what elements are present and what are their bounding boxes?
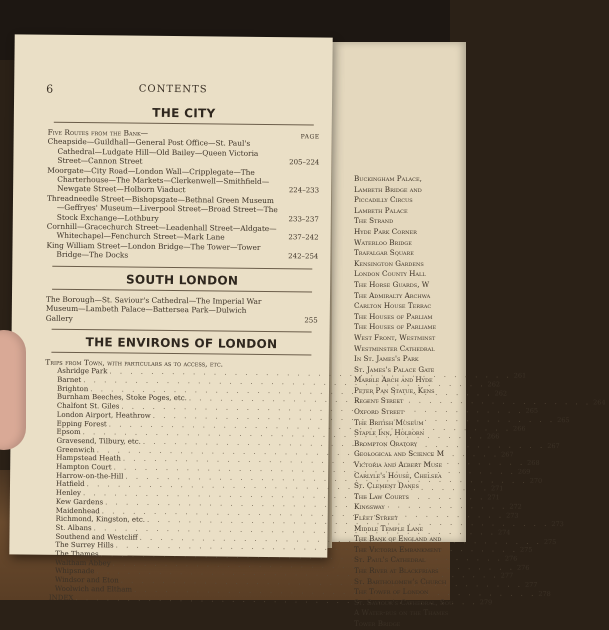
- page-ref: 277: [525, 580, 538, 590]
- illustration-entry: Marble Arch and Hyde: [354, 375, 433, 385]
- illustration-entry: Kensington Gardens: [354, 258, 424, 268]
- illustration-entry: St. Saviour's Cathedral, Sou: [354, 597, 454, 607]
- page-ref: 276: [504, 554, 518, 563]
- page-ref: 271: [487, 493, 500, 502]
- page-ref: 278: [538, 589, 551, 598]
- illustration-entry: Victoria and Albert Muse: [354, 460, 443, 470]
- south-london-text: The Borough—St. Saviour's Cathedral—The Imperial War Museum—Lambeth Palace—Battersea Park—Dulwich Gallery: [45, 294, 262, 323]
- illustration-entry: Trafalgar Square: [354, 248, 414, 258]
- page-ref: 264: [593, 398, 606, 407]
- page-ref: 276: [516, 563, 530, 572]
- illustration-entry: The Admiralty Archwa: [354, 290, 431, 300]
- route-entry: [46, 241, 318, 263]
- trip-label: Gravesend, Tilbury, etc.: [56, 436, 141, 446]
- illustration-entry: Oxford Street: [354, 407, 404, 417]
- illustration-entry: Brompton Oratory: [354, 438, 418, 448]
- route-entry: [47, 137, 319, 168]
- section-heading-city: THE CITY: [152, 105, 216, 121]
- trip-label: Greenwich: [56, 445, 95, 454]
- page-ref: 274: [497, 528, 511, 537]
- trip-label: Brighton: [56, 384, 89, 393]
- trip-label: Barnet: [57, 375, 82, 385]
- divider: [52, 288, 312, 292]
- page-ref: 275: [519, 546, 533, 555]
- trip-label: Richmond, Kingston, etc.: [55, 515, 146, 525]
- page-ref: 224–233: [288, 186, 320, 195]
- running-title: CONTENTS: [138, 83, 208, 96]
- illustration-entry: Waterloo Bridge: [354, 237, 412, 247]
- trip-label: Windsor and Eton: [54, 575, 119, 585]
- illustration-entry: Lambeth Bridge and: [354, 184, 422, 194]
- illustration-entry: Lambeth Palace: [354, 205, 408, 215]
- illustration-entry: London County Hall: [354, 269, 426, 279]
- illustration-entry: The Houses of Parliam: [354, 311, 433, 321]
- illustration-entry: Piccadilly Circus: [354, 195, 413, 205]
- index-page: 279: [479, 597, 493, 606]
- illustration-entry: West Front, Westminst: [354, 332, 436, 342]
- illustration-entry: Middle Temple Lane: [354, 523, 424, 533]
- page-ref: 277: [500, 571, 514, 581]
- illustration-entry: The Bank of England and: [354, 534, 442, 544]
- page-ref: 267: [547, 441, 560, 451]
- page-ref: 267: [501, 450, 514, 459]
- trip-label: Epsom: [56, 428, 81, 437]
- illustration-entry: In St. James's Park: [354, 354, 419, 364]
- illustration-entry: Carlyle's House, Chelsea: [354, 470, 442, 480]
- illustration-entry: St. Clement Danes: [354, 481, 419, 491]
- illustration-entry: Westminster Cathedral: [354, 343, 435, 353]
- index-label: INDEX: [48, 593, 74, 602]
- route-entry: [47, 165, 319, 196]
- section-heading-environs: THE ENVIRONS OF LONDON: [85, 335, 278, 352]
- divider: [52, 265, 312, 269]
- illustration-entry: Peter Pan Statue, Kens: [354, 385, 435, 395]
- trip-label: St. Albans: [55, 523, 92, 533]
- illustration-entry: Fleet Street: [354, 513, 398, 522]
- divider: [52, 329, 312, 333]
- page-ref: 273: [551, 520, 564, 529]
- page-ref: 237–242: [288, 233, 319, 243]
- illustration-entry: Tower Bridge: [354, 618, 401, 628]
- illustration-entry: Carlton House Terrac: [354, 301, 432, 311]
- trip-label: London Airport, Heathrow: [56, 410, 151, 420]
- illustration-entry: Buckingham Palace,: [354, 174, 422, 183]
- page-ref: 262: [494, 389, 508, 398]
- trip-label: The Thames: [55, 549, 99, 559]
- south-london-entry: [46, 294, 318, 325]
- illustration-entry: St. Paul's Cathedral: [354, 555, 426, 565]
- trip-label: Waltham Abbey: [55, 558, 111, 568]
- page-ref: 242–254: [288, 252, 319, 261]
- illustration-entry: Geological and Science M: [354, 449, 445, 459]
- page-ref: 261: [513, 371, 527, 381]
- illustration-entry: The Law Courts: [354, 491, 409, 501]
- page-ref: 272: [509, 502, 522, 511]
- illustration-entry: St. Bartholomew's Church: [354, 576, 447, 586]
- page-ref: 268: [527, 459, 540, 468]
- page-ref: 271: [490, 484, 504, 493]
- page-ref: 266: [513, 424, 526, 433]
- trip-label: Kew Gardens: [55, 497, 104, 507]
- page-ref: 270: [529, 476, 543, 485]
- divider: [51, 352, 311, 356]
- trips-intro: Trips from Town, with particulars as to access, etc.: [45, 357, 224, 369]
- route-text: Moorgate—City Road—London Wall—Cripplegate—The Charterhouse—The Markets—Clerkenwell—Smithfield—Newgate Street—Holborn Viaduct: [47, 165, 270, 195]
- route-text: Cornhill—Gracechurch Street—Leadenhall Street—Aldgate—Whitechapel—Fenchurch Street—Mark Lane: [46, 221, 277, 243]
- route-text: Cheapside—Guildhall—General Post Office—St. Paul's Cathedral—Ludgate Hill—Old Bailey—Queen Victoria Street—Cannon Street: [47, 137, 259, 166]
- illustration-entry: Kingsway: [354, 502, 385, 512]
- page-ref: 275: [543, 537, 557, 546]
- divider: [54, 122, 314, 126]
- page-ref: 265: [557, 415, 570, 425]
- illustration-entry: Hyde Park Corner: [354, 226, 417, 236]
- trip-label: Ashridge Park: [57, 367, 108, 376]
- trip-label: Hampton Court: [56, 462, 112, 472]
- city-routes: [46, 128, 319, 263]
- illustration-entry: The Houses of Parliame: [354, 322, 437, 332]
- trip-label: Woolwich and Eltham: [54, 584, 133, 594]
- trip-label: Southend and Westcliff: [55, 532, 138, 542]
- page-ref: 205–224: [289, 158, 320, 167]
- routes-intro: Five Routes from the Bank—: [47, 127, 149, 138]
- trip-label: Chalfont St. Giles: [56, 401, 120, 411]
- illustration-entry: St. James's Palace Gate: [354, 364, 435, 374]
- thumb: [0, 330, 26, 450]
- trip-label: Henley: [55, 488, 82, 498]
- trip-label: Whipsnade: [55, 567, 95, 576]
- trip-label: Epping Forest: [56, 419, 107, 428]
- page-ref: 273: [506, 511, 519, 520]
- route-list: [46, 137, 319, 262]
- section-heading-south-london: SOUTH LONDON: [125, 272, 239, 288]
- trip-label: Hampstead Heath: [56, 454, 121, 463]
- route-text: Threadneedle Street—Bishopsgate—Bethnal Green Museum—Geffryes' Museum—Liverpool Street—Broad Street—The Stock Exchange—Lothbury: [46, 193, 278, 223]
- page-ref: 265: [525, 406, 539, 415]
- route-entry: [47, 194, 319, 225]
- trip-label: The Surrey Hills: [55, 541, 114, 550]
- illustration-entry: The Strand: [354, 216, 394, 226]
- illustration-entry: The Horse Guards, W: [354, 279, 430, 289]
- illustration-entry: The River at Blackfriars: [354, 565, 439, 575]
- trip-label: Maidenhead: [55, 506, 100, 515]
- trip-label: Burnham Beeches, Stoke Poges, etc.: [56, 393, 187, 403]
- trip-label: Hatfield: [55, 480, 85, 489]
- illustration-entry: The British Museum: [354, 417, 424, 427]
- route-text: King William Street—London Bridge—The Tower—Tower Bridge—The Docks: [46, 240, 261, 260]
- page-ref: 269: [517, 467, 531, 476]
- page-ref: 233–237: [288, 214, 319, 224]
- page-ref: 262: [487, 380, 501, 389]
- illustration-entry: Regent Street: [354, 396, 404, 406]
- page-ref: 266: [486, 432, 500, 441]
- illustration-entry: The Tower of London: [354, 587, 429, 597]
- trip-label: Harrow-on-the-Hill: [56, 471, 124, 481]
- illustration-entry: A Water-bus on the Thames: [354, 608, 449, 618]
- illustration-entry: Staple Inn, Holborn: [354, 428, 425, 438]
- page-ref: 255: [304, 315, 318, 325]
- page-number: 6: [46, 82, 54, 96]
- page-column-label: PAGE: [300, 133, 320, 141]
- illustration-entry: The Victoria Embankment: [354, 544, 442, 554]
